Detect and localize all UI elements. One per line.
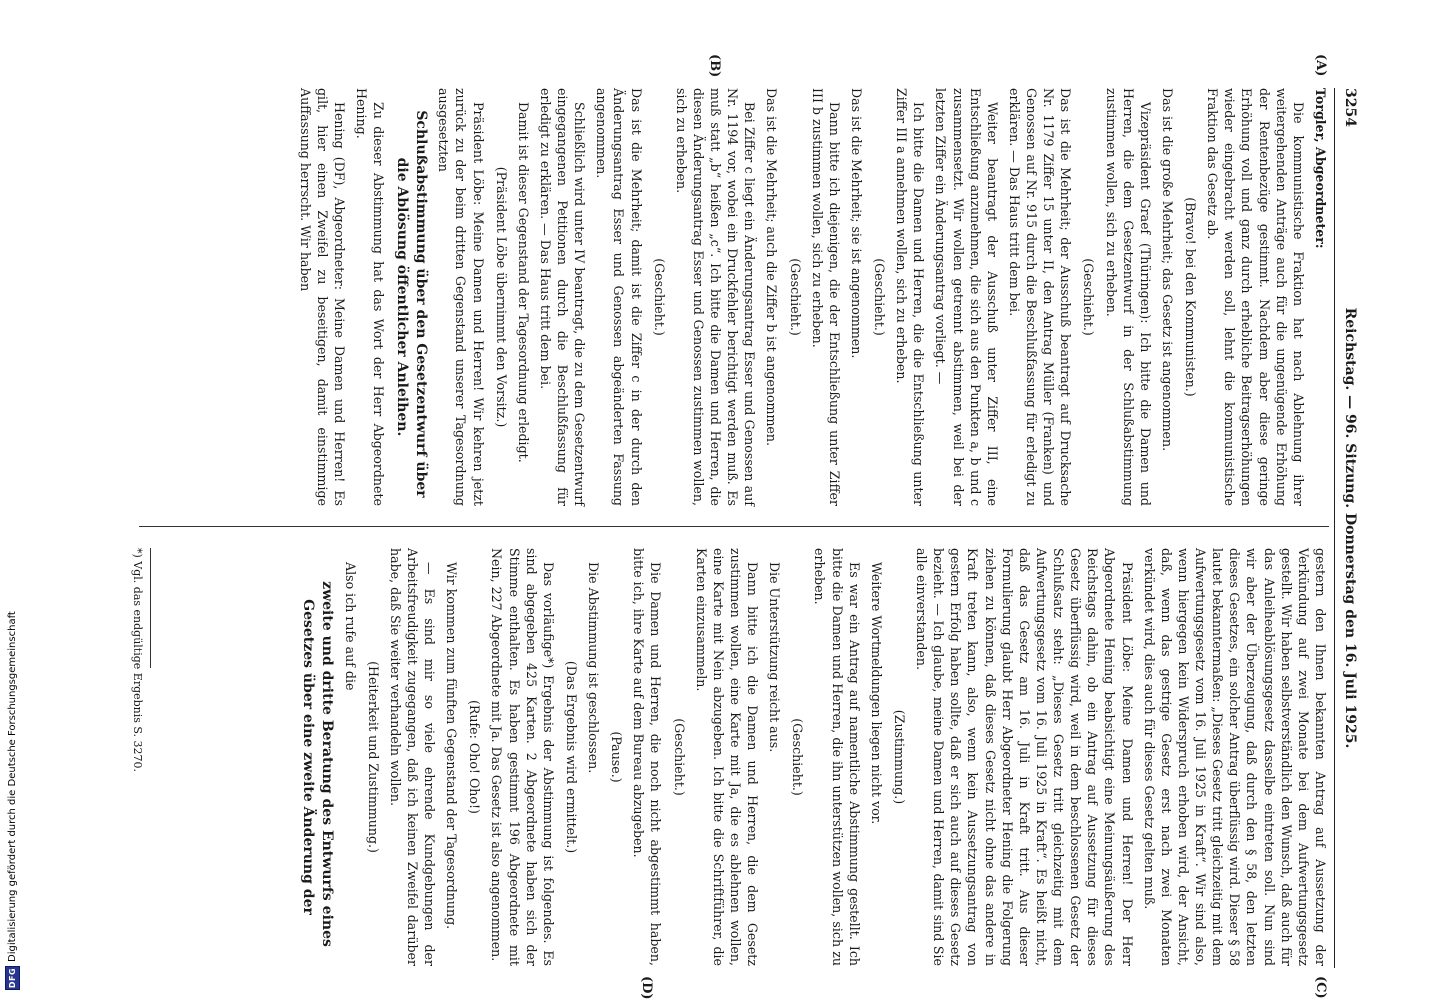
paragraph: Ich bitte die Damen und Herren, die die Entschließung unter Ziffer III a annehmen wollen, sich zu erheben. (894, 88, 927, 506)
paragraph: Die kommunistische Fraktion hat nach Ablehnung ihrer weitergehenden Anträge auch für die ungenügende Erhöhung der Rentenbezüge gestimmt. Nachdem aber diese geringe Erhöhung voll und ganz durch erhebliche Beitragserhöhungen wieder eingebracht werden soll, lehnt die kommunistische Fraktion das Gesetz ab. (1205, 88, 1306, 506)
interjection: (Geschieht.) (872, 258, 888, 336)
paragraph: Das ist die Mehrheit; der Ausschuß beantragt auf Drucksache Nr. 1179 Ziffer 15 unter II, den Antrag Müller (Franken) und Genossen auf Nr. 915 durch die Beschlußfassung für erledigt zu erklären. — Das Haus tritt dem bei. (1007, 88, 1074, 506)
paragraph: Schließlich wird unter IV beantragt, die zu dem Gesetzentwurf eingegangenen Petitionen durch die Beschlußfassung für erledigt zu erklären. — Das Haus tritt dem bei. (538, 88, 588, 506)
document-page (109, 54, 1359, 1000)
margin-marker-b: (B) (707, 54, 722, 78)
paragraph: Dann bitte ich diejenigen, die der Entschließung unter Ziffer III b zustimmen wollen, sich zu erheben. (809, 88, 842, 506)
paragraph: Das ist die Mehrheit; auch die Ziffer b ist angenommen. (764, 88, 780, 446)
paragraph: Weiter beantragt der Ausschuß unter Ziffer III, eine Entschließung anzunehmen, die sich aus den Punkten a, b und c zusammensetzt. Wir wollen getrennt abstimmen, weil bei der letzten Ziffer ein Änderungsantrag vorliegt. — (933, 88, 1000, 506)
footnote-rule (150, 548, 151, 668)
interjection: (Pause.) (609, 731, 625, 783)
funding-text: Digitalisierung gefördert durch die Deutsche Forschungsgemeinschaft (6, 611, 18, 962)
margin-marker-d: (D) (639, 976, 654, 1000)
page-number: 3254 (1342, 88, 1358, 127)
paragraph: Vizepräsident Graef (Thüringen): Ich bitte die Damen und Herren, die dem Gesetzentwurf in der Schlußabstimmung zustimmen wollen, sich zu erheben. (1103, 88, 1153, 506)
interjection: (Heiterkeit und Zustimmung.) (365, 661, 381, 853)
paragraph: Zu dieser Abstimmung hat das Wort der Herr Abgeordnete Hening. (354, 88, 387, 506)
interjection: (Zustimmung.) (892, 709, 907, 805)
paragraph: — Es sind mir so viele ehrende Kundgebungen der Arbeitsfreudigkeit zugegangen, daß ich keinen Zweifel darüber habe, daß Sie weiter verhandeln wollen. (387, 548, 438, 966)
paragraph: Es war ein Antrag auf namentliche Abstimmung gestellt. Ich bitte die Damen und Herren, die ihn unterstützen wollen, sich zu erheben. (812, 548, 862, 966)
paragraph: Präsident Löbe: Meine Damen und Herren! Wir kehren jetzt zurück zu der beim dritten Gegenstand unserer Tagesordnung ausgesetzten (436, 88, 486, 506)
margin-marker-a: (A) (1313, 54, 1328, 77)
interjection: (Geschieht.) (787, 258, 803, 336)
interjection: (Geschieht.) (671, 718, 687, 796)
header-rule (1334, 88, 1335, 968)
column-divider (139, 526, 1329, 527)
paragraph: Wir kommen zum fünften Gegenstand der Tagesordnung. (444, 562, 460, 930)
paragraph: Weitere Wortmeldungen liegen nicht vor. (868, 562, 884, 825)
speaker-line: Torgler, Abgeordneter: (1313, 88, 1328, 249)
left-column (292, 88, 1329, 506)
page-header (1337, 88, 1359, 968)
paragraph: Das ist die große Mehrheit; das Gesetz ist angenommen. (1160, 88, 1175, 452)
paragraph: Dann bitte ich die Damen und Herren, die dem Gesetz zustimmen wollen, eine Karte mit Ja, die es ablehnen wollen, eine Karte mit Nein abzugeben. Ich bitte die Schriftführer, die Karten einzusammeln. (693, 548, 761, 966)
footnote: *) Vgl. das endgültige Ergebnis S. 3270. (131, 548, 144, 773)
dfg-logo-icon: DFG (5, 966, 20, 990)
paragraph: Das ist die Mehrheit; damit ist die Ziffer c in der durch den Änderungsantrag Esser und Genossen abgeänderten Fassung angenommen. (594, 88, 644, 506)
paragraph: Die Unterstützung reicht aus. (767, 562, 783, 753)
paragraph: Also ich rufe auf die (342, 562, 358, 691)
margin-marker-c: (C) (1313, 976, 1328, 999)
interjection: (Geschieht.) (651, 258, 667, 336)
interjection: (Präsident Löbe übernimmt den Vorsitz.) (493, 166, 509, 428)
paragraph: Bei Ziffer c liegt ein Änderungsantrag Esser und Genossen auf Nr. 1194 vor, wobei ein Druckfehler berichtigt werden muß. Es muß statt „b“ heißen „c“. Ich bitte die Damen und Herren, die diesen Änderungsantrag Esser und Genossen zustimmen wollen, sich zu erheben. (673, 88, 758, 506)
paragraph: Hening (DF), Abgeordneter: Meine Damen und Herren! Es gilt, hier einen Zweifel zu beseitigen, damit einstimmige Auffassung herrscht. Wir haben (297, 88, 347, 506)
paragraph: Damit ist dieser Gegenstand der Tagesordnung erledigt. (515, 102, 531, 463)
paragraph: Präsident Löbe: Meine Damen und Herren! Der Herr Abgeordnete Hening beabsichtigt eine Meinungsäußerung des Reichstags dahin, ob ein Antrag auf Aussetzung für dieses Gesetz überflüssig wird, weil in dem beschlossenen Gesetz der Schlußsatz steht: „Dieses Gesetz tritt gleichzeitig mit dem Aufwertungsgesetz vom 16. Juli 1925 in Kraft“. Es heißt nicht, daß das Gesetz am 16. Juli in Kraft tritt. Aus dieser Formulierung glaubt Herr Abgeordneter Hening die Folgerung ziehen zu können, daß dieses Gesetz nicht ohne das andere in Kraft treten kann, also, wenn kein Aussetzungsantrag von gestern Erfolg haben sollte, daß er sich auch auf dieses Gesetz bezieht. — Ich glaube, meine Damen und Herren, damit sind Sie alle einverstanden. (914, 548, 1135, 966)
paragraph: Das ist die Mehrheit; sie ist angenommen. (849, 88, 864, 359)
funding-notice (4, 600, 20, 990)
paragraph: Die Damen und Herren, die noch nicht abgestimmt haben, bitte ich, ihre Karte auf dem Bureau abzugeben. (631, 548, 664, 966)
section-title: zweite und dritte Beratung des Entwurfs eines Gesetzes über eine zweite Änderung der (300, 581, 336, 947)
paragraph: Das vorläufige*) Ergebnis der Abstimmung ist folgendes. Es sind abgegeben 425 Karten. 2 Abgeordnete haben sich der Stimme enthalten. Es haben gestimmt 196 Abgeordnete mit Nein, 227 Abgeordnete mit Ja. Das Gesetz ist also angenommen. (489, 548, 556, 966)
paragraph: Die Abstimmung ist geschlossen. (586, 562, 602, 774)
right-column (293, 548, 1329, 966)
section-title: Schlußabstimmung über den Gesetzentwurf über die Ablösung öffentlicher Anleihen. (394, 110, 430, 498)
interjection: (Geschieht.) (790, 718, 806, 796)
interjection: (Geschieht.) (1081, 258, 1097, 336)
running-title: Reichstag. — 96. Sitzung. Donnerstag den 16. Juli 1925. (1342, 307, 1358, 749)
paragraph: gestern den Ihnen bekannten Antrag auf Aussetzung der Verkündung auf zwei Monate bei dem Aufwertungsgesetz gestellt. Wir haben selbstverständlich den Wunsch, daß auch für das Anleiheablösungsgesetz dasselbe eintreten soll. Nun sind wir aber der Überzeugung, daß durch den § 58, den letzten dieses Gesetzes, ein solcher Antrag überflüssig wird. Dieser § 58 lautet bekanntermaßen: „Dieses Gesetz tritt gleichzeitig mit dem Aufwertungsgesetz vom 16. Juli 1925 in Kraft“. Wir sind also, wenn hiergegen kein Widerspruch erhoben wird, der Ansicht, daß, wenn das gestrige Gesetz erst nach zwei Monaten verkündet wird, dies auch für dieses Gesetz gelten muß. (1141, 548, 1328, 966)
interjection: (Bravo! bei den Kommunisten.) (1183, 197, 1199, 397)
interjection: (Das Ergebnis wird ermittelt.) (564, 660, 579, 854)
interjection: (Rufe: Oho! Oho!) (467, 700, 483, 814)
